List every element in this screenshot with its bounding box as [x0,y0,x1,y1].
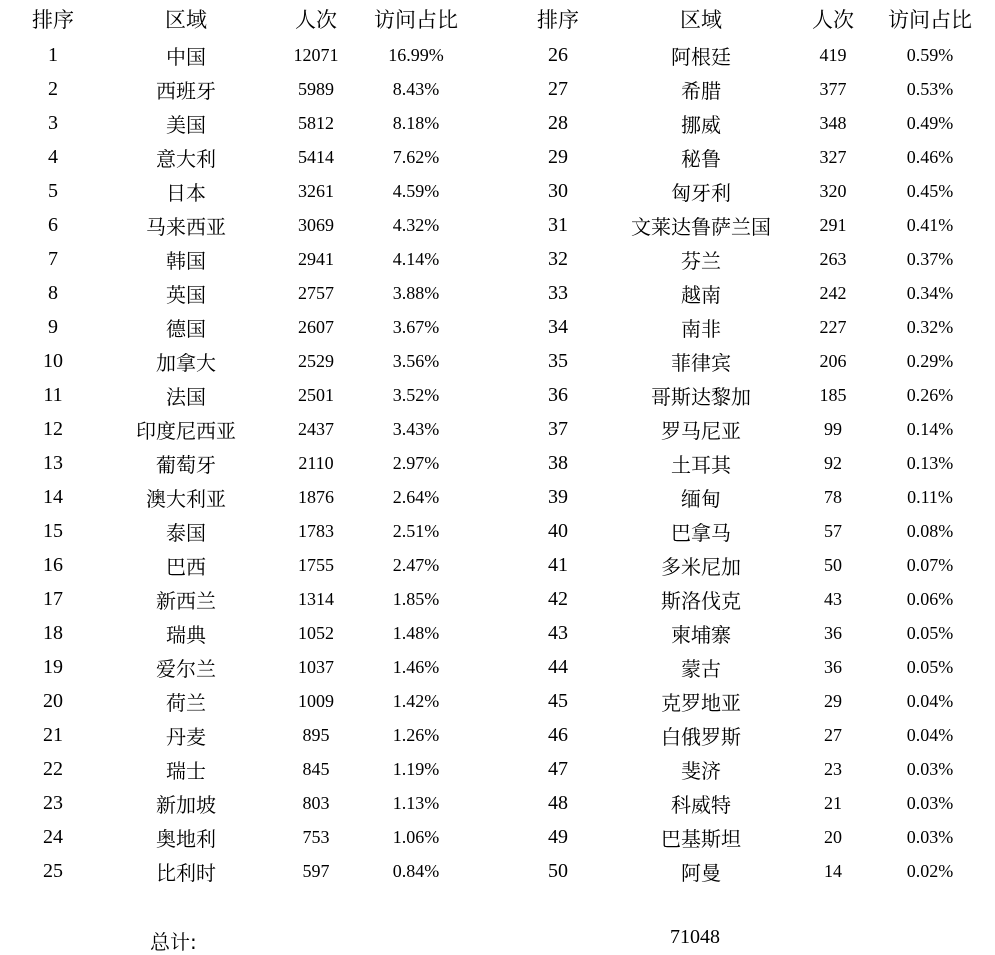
region-cell: 荷兰 [166,690,206,715]
share-cell: 2.51% [392,520,440,541]
table-row [5,786,471,820]
rank-cell: 30 [548,179,568,202]
table-header-row [510,0,990,38]
share-cell: 0.08% [906,520,954,541]
table-row [510,752,990,786]
table-row [5,616,471,650]
visits-table-left [5,0,471,888]
count-cell: 1876 [298,486,334,507]
share-cell: 4.59% [392,180,440,201]
share-cell: 1.46% [392,656,440,677]
share-cell: 0.05% [906,656,954,677]
share-cell: 1.19% [392,758,440,779]
table-row [510,412,990,446]
region-cell: 爱尔兰 [156,656,216,681]
table-row [510,106,990,140]
count-cell: 43 [824,588,842,609]
count-cell: 845 [302,758,330,779]
rank-cell: 34 [548,315,568,338]
count-cell: 3069 [298,214,334,235]
rank-cell: 47 [548,757,568,780]
share-cell: 2.97% [392,452,440,473]
table-row [5,480,471,514]
table-row [5,718,471,752]
region-cell: 越南 [681,282,721,307]
header-rank: 排序 [32,8,74,32]
region-cell: 意大利 [156,146,216,171]
count-cell: 1783 [298,520,334,541]
share-cell: 0.04% [906,724,954,745]
rank-cell: 39 [548,485,568,508]
table-row [5,446,471,480]
share-cell: 0.03% [906,792,954,813]
table-row [5,174,471,208]
rank-cell: 23 [43,791,63,814]
region-cell: 斯洛伐克 [661,588,741,613]
share-cell: 0.32% [906,316,954,337]
count-cell: 263 [819,248,847,269]
header-region: 区域 [165,8,207,32]
count-cell: 14 [824,860,842,881]
rank-cell: 16 [43,553,63,576]
rank-cell: 40 [548,519,568,542]
share-cell: 0.37% [906,248,954,269]
count-cell: 29 [824,690,842,711]
count-cell: 99 [824,418,842,439]
region-cell: 蒙古 [681,656,721,681]
share-cell: 0.26% [906,384,954,405]
share-cell: 8.43% [392,78,440,99]
share-cell: 3.52% [392,384,440,405]
region-cell: 丹麦 [166,724,206,749]
count-cell: 2529 [298,350,334,371]
rank-cell: 45 [548,689,568,712]
table-row [510,344,990,378]
region-cell: 秘鲁 [681,146,721,171]
count-cell: 92 [824,452,842,473]
share-cell: 0.02% [906,860,954,881]
share-cell: 1.48% [392,622,440,643]
count-cell: 753 [302,826,330,847]
rank-cell: 18 [43,621,63,644]
region-cell: 德国 [166,316,206,341]
count-cell: 20 [824,826,842,847]
count-cell: 327 [819,146,847,167]
table-row [5,140,471,174]
count-cell: 50 [824,554,842,575]
share-cell: 3.67% [392,316,440,337]
region-cell: 南非 [681,316,721,341]
region-cell: 马来西亚 [146,214,226,239]
table-row [510,378,990,412]
header-share: 访问占比 [888,8,972,32]
count-cell: 57 [824,520,842,541]
rank-cell: 5 [48,179,58,202]
region-cell: 西班牙 [156,78,216,103]
region-cell: 匈牙利 [671,180,731,205]
share-cell: 0.05% [906,622,954,643]
region-cell: 中国 [166,44,206,69]
count-cell: 23 [824,758,842,779]
table-row [510,242,990,276]
region-cell: 菲律宾 [671,350,731,375]
region-cell: 罗马尼亚 [661,418,741,443]
rank-cell: 4 [48,145,58,168]
rank-cell: 48 [548,791,568,814]
region-cell: 日本 [166,180,206,205]
region-cell: 瑞士 [166,758,206,783]
share-cell: 0.03% [906,758,954,779]
header-region: 区域 [680,8,722,32]
share-cell: 8.18% [392,112,440,133]
share-cell: 0.34% [906,282,954,303]
region-cell: 印度尼西亚 [136,418,236,443]
rank-cell: 11 [43,383,63,406]
visits-table-right [510,0,990,888]
region-cell: 土耳其 [671,452,731,477]
share-cell: 7.62% [392,146,440,167]
count-cell: 348 [819,112,847,133]
table-row [5,378,471,412]
rank-cell: 38 [548,451,568,474]
region-cell: 巴拿马 [671,520,731,545]
table-row [5,276,471,310]
header-count: 人次 [812,8,854,32]
region-cell: 比利时 [156,860,216,885]
region-cell: 新加坡 [156,792,216,817]
region-cell: 巴基斯坦 [661,826,741,851]
total-value: 71048 [670,926,720,948]
rank-cell: 15 [43,519,63,542]
share-cell: 0.03% [906,826,954,847]
region-cell: 希腊 [681,78,721,103]
region-cell: 澳大利亚 [146,486,226,511]
region-cell: 新西兰 [156,588,216,613]
rank-cell: 26 [548,43,568,66]
share-cell: 0.29% [906,350,954,371]
count-cell: 21 [824,792,842,813]
share-cell: 4.14% [392,248,440,269]
count-cell: 1009 [298,690,334,711]
count-cell: 2757 [298,282,334,303]
rank-cell: 22 [43,757,63,780]
share-cell: 1.85% [392,588,440,609]
table-row [510,276,990,310]
count-cell: 419 [819,44,847,65]
table-row [510,310,990,344]
rank-cell: 43 [548,621,568,644]
table-row [5,344,471,378]
count-cell: 12071 [293,44,339,65]
region-cell: 韩国 [166,248,206,273]
count-cell: 2437 [298,418,334,439]
region-cell: 文莱达鲁萨兰国 [631,214,771,239]
count-cell: 291 [819,214,847,235]
count-cell: 36 [824,622,842,643]
header-share: 访问占比 [374,8,458,32]
share-cell: 0.04% [906,690,954,711]
table-row [5,820,471,854]
rank-cell: 49 [548,825,568,848]
table-row [5,582,471,616]
region-cell: 瑞典 [166,622,206,647]
share-cell: 1.06% [392,826,440,847]
table-row [510,514,990,548]
region-cell: 泰国 [166,520,206,545]
region-cell: 多米尼加 [661,554,741,579]
rank-cell: 46 [548,723,568,746]
header-count: 人次 [295,8,337,32]
share-cell: 3.56% [392,350,440,371]
region-cell: 加拿大 [156,350,216,375]
rank-cell: 42 [548,587,568,610]
rank-cell: 19 [43,655,63,678]
count-cell: 185 [819,384,847,405]
table-row [510,616,990,650]
rank-cell: 17 [43,587,63,610]
table-row [5,854,471,888]
count-cell: 2110 [298,452,334,473]
table-row [510,820,990,854]
region-cell: 阿曼 [681,860,721,885]
table-row [5,412,471,446]
total-label: 总计: [150,930,197,954]
header-rank: 排序 [537,8,579,32]
share-cell: 0.41% [906,214,954,235]
count-cell: 1755 [298,554,334,575]
region-cell: 奥地利 [156,826,216,851]
region-cell: 柬埔寨 [671,622,731,647]
table-row [5,106,471,140]
rank-cell: 6 [48,213,58,236]
rank-cell: 21 [43,723,63,746]
region-cell: 葡萄牙 [156,452,216,477]
rank-cell: 7 [48,247,58,270]
share-cell: 0.11% [907,486,953,507]
region-cell: 美国 [166,112,206,137]
rank-cell: 25 [43,859,63,882]
count-cell: 36 [824,656,842,677]
region-cell: 英国 [166,282,206,307]
rank-cell: 41 [548,553,568,576]
share-cell: 1.13% [392,792,440,813]
count-cell: 2501 [298,384,334,405]
rank-cell: 20 [43,689,63,712]
table-row [510,38,990,72]
table-row [5,684,471,718]
table-row [5,38,471,72]
region-cell: 芬兰 [681,248,721,273]
count-cell: 2941 [298,248,334,269]
table-row [5,650,471,684]
count-cell: 242 [819,282,847,303]
share-cell: 0.07% [906,554,954,575]
region-cell: 斐济 [681,758,721,783]
rank-cell: 50 [548,859,568,882]
table-row [5,242,471,276]
rank-cell: 9 [48,315,58,338]
share-cell: 1.42% [392,690,440,711]
count-cell: 227 [819,316,847,337]
share-cell: 0.59% [906,44,954,65]
table-row [510,446,990,480]
count-cell: 2607 [298,316,334,337]
region-cell: 巴西 [166,554,206,579]
table-row [510,548,990,582]
rank-cell: 32 [548,247,568,270]
region-cell: 挪威 [681,112,721,137]
table-row [5,752,471,786]
share-cell: 0.53% [906,78,954,99]
count-cell: 3261 [298,180,334,201]
count-cell: 1314 [298,588,334,609]
table-row [5,310,471,344]
rank-cell: 27 [548,77,568,100]
region-cell: 阿根廷 [671,44,731,69]
table-row [510,140,990,174]
count-cell: 27 [824,724,842,745]
table-row [510,208,990,242]
share-cell: 2.64% [392,486,440,507]
table-row [510,174,990,208]
table-row [510,684,990,718]
rank-cell: 12 [43,417,63,440]
table-row [510,582,990,616]
rank-cell: 14 [43,485,63,508]
count-cell: 5414 [298,146,334,167]
count-cell: 803 [302,792,330,813]
table-row [510,786,990,820]
share-cell: 0.14% [906,418,954,439]
region-cell: 克罗地亚 [661,690,741,715]
share-cell: 0.46% [906,146,954,167]
table-row [510,718,990,752]
region-cell: 白俄罗斯 [661,724,741,749]
count-cell: 377 [819,78,847,99]
share-cell: 2.47% [392,554,440,575]
rank-cell: 37 [548,417,568,440]
share-cell: 0.06% [906,588,954,609]
share-cell: 16.99% [388,44,444,65]
share-cell: 4.32% [392,214,440,235]
table-row [510,854,990,888]
table-row [5,514,471,548]
share-cell: 0.84% [392,860,440,881]
table-row [5,208,471,242]
count-cell: 78 [824,486,842,507]
rank-cell: 33 [548,281,568,304]
region-cell: 科威特 [671,792,731,817]
rank-cell: 13 [43,451,63,474]
rank-cell: 3 [48,111,58,134]
share-cell: 0.13% [906,452,954,473]
rank-cell: 28 [548,111,568,134]
rank-cell: 1 [48,43,58,66]
rank-cell: 8 [48,281,58,304]
rank-cell: 2 [48,77,58,100]
share-cell: 3.43% [392,418,440,439]
region-cell: 缅甸 [681,486,721,511]
count-cell: 597 [302,860,330,881]
rank-cell: 44 [548,655,568,678]
count-cell: 895 [302,724,330,745]
rank-cell: 24 [43,825,63,848]
count-cell: 206 [819,350,847,371]
region-cell: 哥斯达黎加 [651,384,751,409]
rank-cell: 35 [548,349,568,372]
rank-cell: 31 [548,213,568,236]
count-cell: 1037 [298,656,334,677]
count-cell: 5812 [298,112,334,133]
rank-cell: 10 [43,349,63,372]
share-cell: 0.45% [906,180,954,201]
table-row [510,480,990,514]
region-cell: 法国 [166,384,206,409]
share-cell: 0.49% [906,112,954,133]
table-row [5,548,471,582]
count-cell: 320 [819,180,847,201]
count-cell: 1052 [298,622,334,643]
rank-cell: 29 [548,145,568,168]
table-header-row [5,0,471,38]
count-cell: 5989 [298,78,334,99]
table-row [510,650,990,684]
rank-cell: 36 [548,383,568,406]
table-row [5,72,471,106]
share-cell: 1.26% [392,724,440,745]
share-cell: 3.88% [392,282,440,303]
table-row [510,72,990,106]
